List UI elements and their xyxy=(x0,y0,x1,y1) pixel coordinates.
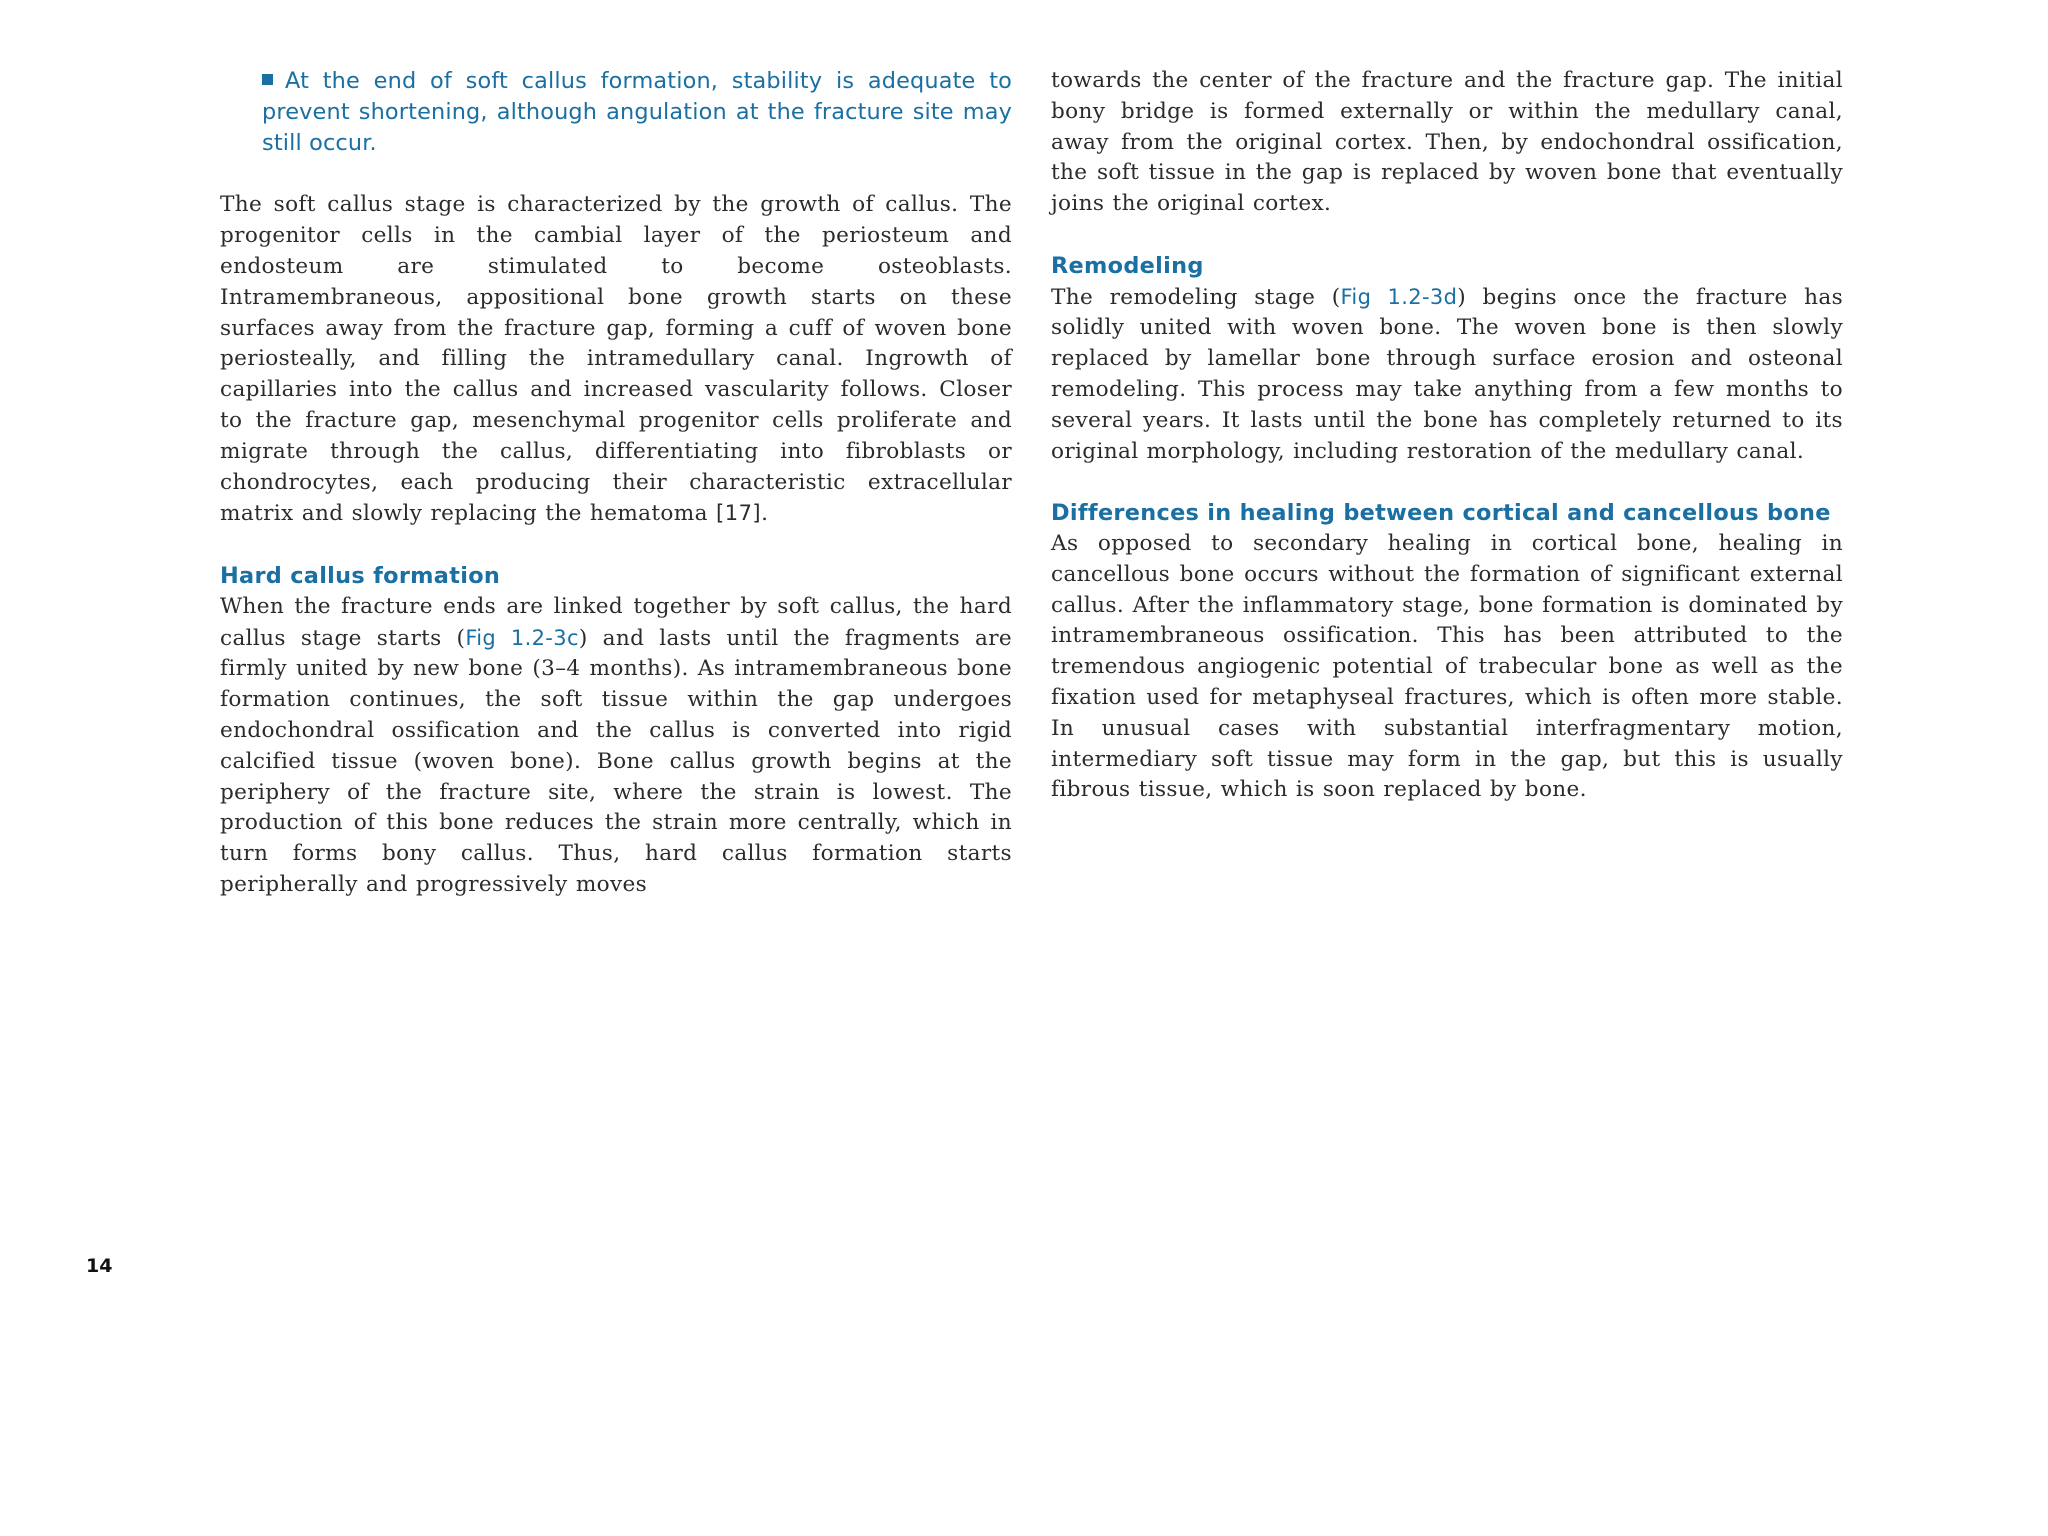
left-column xyxy=(220,66,1012,901)
citation-reference[interactable]: [17] xyxy=(716,501,762,526)
hard-callus-text-rest: ) and lasts until the fragments are firmly united by new bone (3–4 months). As intramembraneous bone formation continues, the soft tissue within the gap undergoes endochondral ossification and the callus is converted into rigid calcified tissue (woven bone). Bone callus growth begins at the periphery of the fracture site, where the strain is lowest. The production of this bone reduces the strain more centrally, which in turn forms bony callus. Thus, hard callus formation starts peripherally and progressively moves xyxy=(220,625,1012,897)
figure-reference-link[interactable]: Fig 1.2-3c xyxy=(465,625,579,650)
paragraph-end: . xyxy=(761,501,769,527)
heading-hard-callus: Hard callus formation xyxy=(220,562,501,589)
hard-callus-paragraph xyxy=(220,592,1012,901)
heading-remodeling: Remodeling xyxy=(1051,252,1204,279)
heading-cortical-cancellous: Differences in healing between cortical and cancellous bone xyxy=(1051,500,1831,527)
remodeling-paragraph xyxy=(1051,282,1843,468)
soft-callus-paragraph xyxy=(220,190,1012,530)
soft-callus-text: The soft callus stage is characterized by the growth of callus. The progenitor cells in the cambial layer of the periosteum and endosteum are stimulated to become osteoblasts. Intramembraneous, appositional bone growth starts on these surfaces away from the fracture gap, forming a cuff of woven bone periosteally, and filling the intramedullary canal. Ingrowth of capillaries into the callus and increased vascularity follows. Closer to the fracture gap, mesenchymal progenitor cells proliferate and migrate through the callus, differentiating into fibroblasts or chondrocytes, each producing their characteristic extracellular matrix and slowly replacing the hematoma xyxy=(220,192,1012,527)
figure-reference-link[interactable]: Fig 1.2-3d xyxy=(1340,284,1458,309)
remodeling-text-rest: ) begins once the fracture has solidly united with woven bone. The woven bone is then slowly replaced by lamellar bone through surface erosion and osteonal remodeling. This process may take anything from a few months to several years. It lasts until the bone has completely returned to its original morphology, including restoration of the medullary canal. xyxy=(1051,284,1844,464)
callout-text: At the end of soft callus formation, stability is adequate to prevent shortening, although angulation at the fracture site may still occur. xyxy=(262,68,1012,156)
right-column xyxy=(1051,66,1843,806)
continued-paragraph: towards the center of the fracture and the fracture gap. The initial bony bridge is formed externally or within the medullary canal, away from the original cortex. Then, by endochondral ossification, the soft tissue in the gap is replaced by woven bone that eventually joins the original cortex. xyxy=(1051,68,1843,217)
hard-callus-text-start: When the fracture ends are linked together by soft callus, the hard callus stage starts ( xyxy=(220,593,1012,651)
cancellous-healing-paragraph: As opposed to secondary healing in cortical bone, healing in cancellous bone occurs without the formation of significant external callus. After the inflammatory stage, bone formation is dominated by intramembraneous ossification. This has been attributed to the tremendous angiogenic potential of trabecular bone as well as the fixation used for metaphyseal fractures, which is often more stable. In unusual cases with substantial interfragmentary motion, intermediary soft tissue may form in the gap, but this is usually fibrous tissue, which is soon replaced by bone. xyxy=(1051,530,1843,803)
square-bullet-icon xyxy=(262,74,273,85)
key-point-callout xyxy=(262,66,1012,158)
page-number: 14 xyxy=(86,1255,113,1277)
remodeling-text-start: The remodeling stage ( xyxy=(1051,284,1341,310)
